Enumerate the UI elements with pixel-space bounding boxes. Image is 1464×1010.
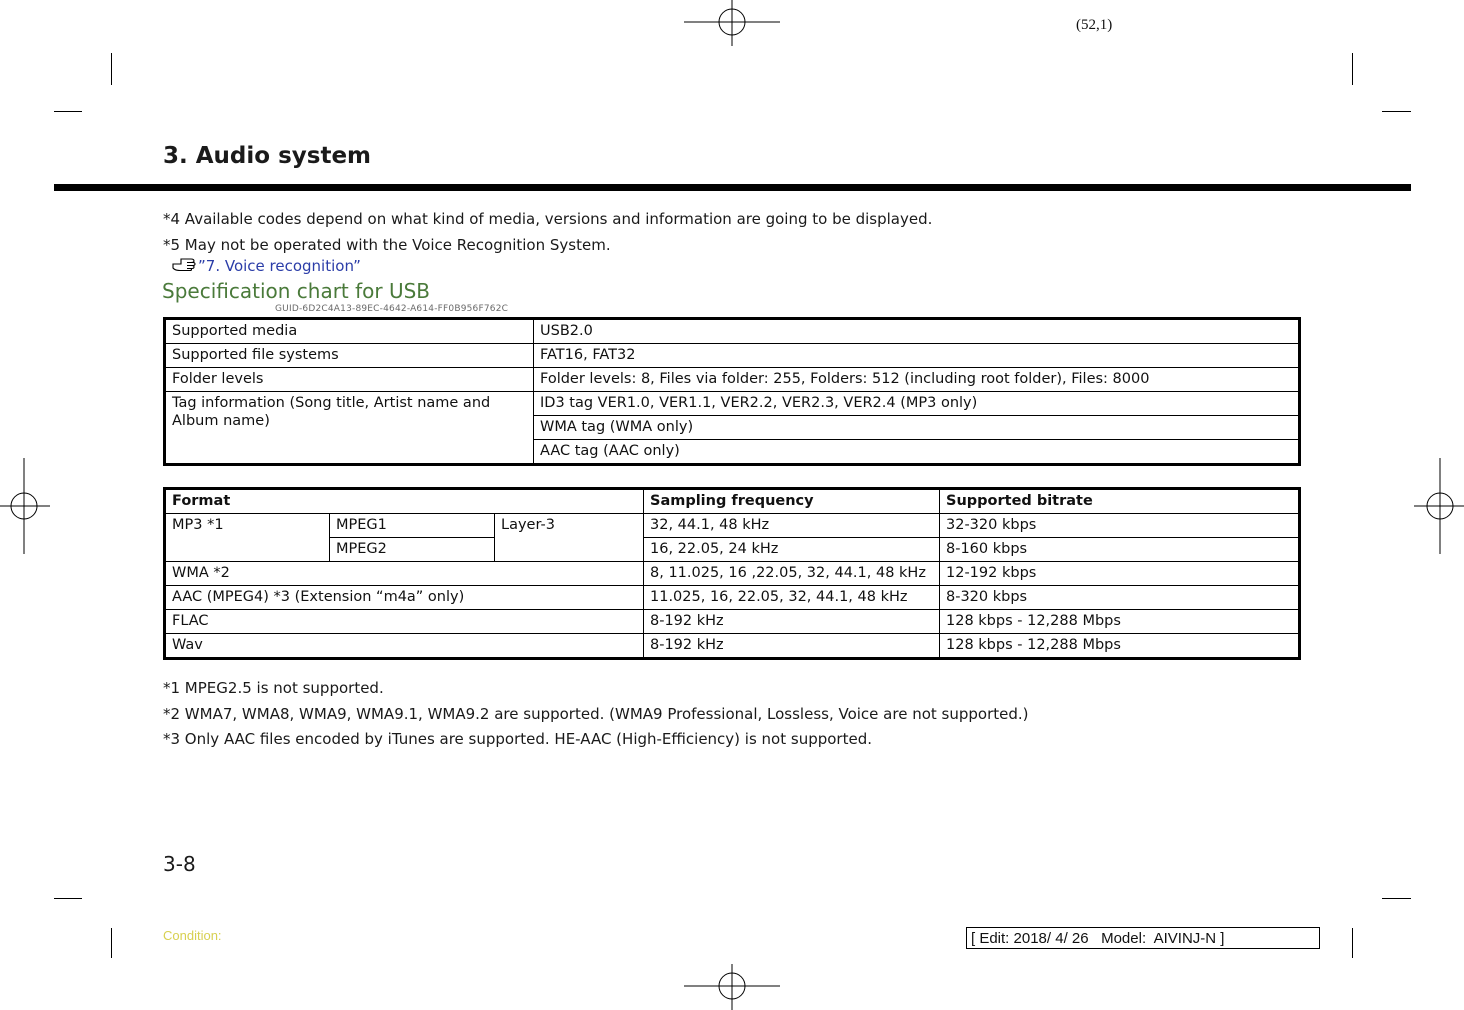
- crop-mark: [54, 898, 82, 899]
- usb-spec-table: [163, 317, 1301, 466]
- spec-label: Supported file systems: [165, 344, 534, 368]
- table-row: [165, 562, 1300, 586]
- frequency-cell: 8-192 kHz: [644, 610, 940, 634]
- table-row: [165, 344, 1300, 368]
- frequency-cell: 16, 22.05, 24 kHz: [644, 538, 940, 562]
- page-number: 3-8: [163, 852, 196, 876]
- table-row: [165, 392, 1300, 416]
- spec-label: Supported media: [165, 319, 534, 344]
- spec-value: WMA tag (WMA only): [534, 416, 1300, 440]
- spec-value: ID3 tag VER1.0, VER1.1, VER2.2, VER2.3, VER2.4 (MP3 only): [534, 392, 1300, 416]
- section-title: 3. Audio system: [163, 143, 372, 169]
- pointing-hand-icon: [172, 255, 198, 275]
- table-header-row: [165, 489, 1300, 514]
- format-cell: WMA *2: [165, 562, 644, 586]
- crop-mark: [1352, 928, 1353, 958]
- format-spec-table: [163, 487, 1301, 660]
- bitrate-cell: 128 kbps - 12,288 Mbps: [940, 610, 1300, 634]
- frequency-cell: 11.025, 16, 22.05, 32, 44.1, 48 kHz: [644, 586, 940, 610]
- spec-value: Folder levels: 8, Files via folder: 255, Folders: 512 (including root folder), Files: 8000: [534, 368, 1300, 392]
- title-rule: [54, 184, 1411, 191]
- layer-cell: Layer-3: [495, 514, 644, 562]
- bitrate-cell: 128 kbps - 12,288 Mbps: [940, 634, 1300, 659]
- table-row: [165, 610, 1300, 634]
- spec-heading: Specification chart for USB: [162, 279, 431, 303]
- voice-recognition-link[interactable]: [172, 255, 361, 275]
- spec-value: USB2.0: [534, 319, 1300, 344]
- header-sampling-frequency: Sampling frequency: [644, 489, 940, 514]
- format-cell: Wav: [165, 634, 644, 659]
- crop-mark: [1382, 898, 1411, 899]
- header-format: Format: [165, 489, 644, 514]
- registration-mark-right: [1414, 458, 1464, 554]
- bitrate-cell: 32-320 kbps: [940, 514, 1300, 538]
- table-row: [165, 514, 1300, 538]
- frequency-cell: 32, 44.1, 48 kHz: [644, 514, 940, 538]
- note-5: *5 May not be operated with the Voice Recognition System.: [163, 236, 611, 254]
- bitrate-cell: 8-160 kbps: [940, 538, 1300, 562]
- mpeg-version-cell: MPEG2: [330, 538, 495, 562]
- frequency-cell: 8-192 kHz: [644, 634, 940, 659]
- crop-mark: [1382, 111, 1411, 112]
- table-row: [165, 634, 1300, 659]
- note-3: *3 Only AAC files encoded by iTunes are supported. HE-AAC (High-Efficiency) is not supported.: [163, 730, 872, 748]
- mpeg-version-cell: MPEG1: [330, 514, 495, 538]
- crop-mark: [54, 111, 82, 112]
- registration-mark-bottom: [684, 962, 780, 1010]
- registration-mark-left: [0, 458, 50, 554]
- bitrate-cell: 12-192 kbps: [940, 562, 1300, 586]
- table-row: [165, 319, 1300, 344]
- spec-label: Folder levels: [165, 368, 534, 392]
- header-supported-bitrate: Supported bitrate: [940, 489, 1300, 514]
- registration-mark-top: [684, 0, 780, 48]
- note-1: *1 MPEG2.5 is not supported.: [163, 679, 384, 697]
- edit-info-box: [ Edit: 2018/ 4/ 26 Model: AIVINJ-N ]: [966, 927, 1320, 949]
- note-2: *2 WMA7, WMA8, WMA9, WMA9.1, WMA9.2 are supported. (WMA9 Professional, Lossless, Voice are not supported.): [163, 705, 1029, 723]
- format-cell: FLAC: [165, 610, 644, 634]
- spec-value: AAC tag (AAC only): [534, 440, 1300, 465]
- table-row: [165, 586, 1300, 610]
- crop-mark: [111, 53, 112, 85]
- table-row: [165, 368, 1300, 392]
- frequency-cell: 8, 11.025, 16 ,22.05, 32, 44.1, 48 kHz: [644, 562, 940, 586]
- note-4: *4 Available codes depend on what kind of media, versions and information are going to be displayed.: [163, 210, 933, 228]
- crop-mark: [111, 928, 112, 958]
- crop-mark: [1352, 53, 1353, 85]
- tag-info-label: Tag information (Song title, Artist name and Album name): [165, 392, 534, 465]
- guid-label: GUID-6D2C4A13-89EC-4642-A614-FF0B956F762C: [275, 304, 509, 314]
- spec-value: FAT16, FAT32: [534, 344, 1300, 368]
- format-cell: MP3 *1: [165, 514, 330, 562]
- bitrate-cell: 8-320 kbps: [940, 586, 1300, 610]
- table-row: [165, 538, 1300, 562]
- reference-link-text: ”7. Voice recognition”: [198, 257, 361, 275]
- condition-label: Condition:: [163, 928, 222, 943]
- format-cell: AAC (MPEG4) *3 (Extension “m4a” only): [165, 586, 644, 610]
- page-reference: (52,1): [1076, 17, 1113, 33]
